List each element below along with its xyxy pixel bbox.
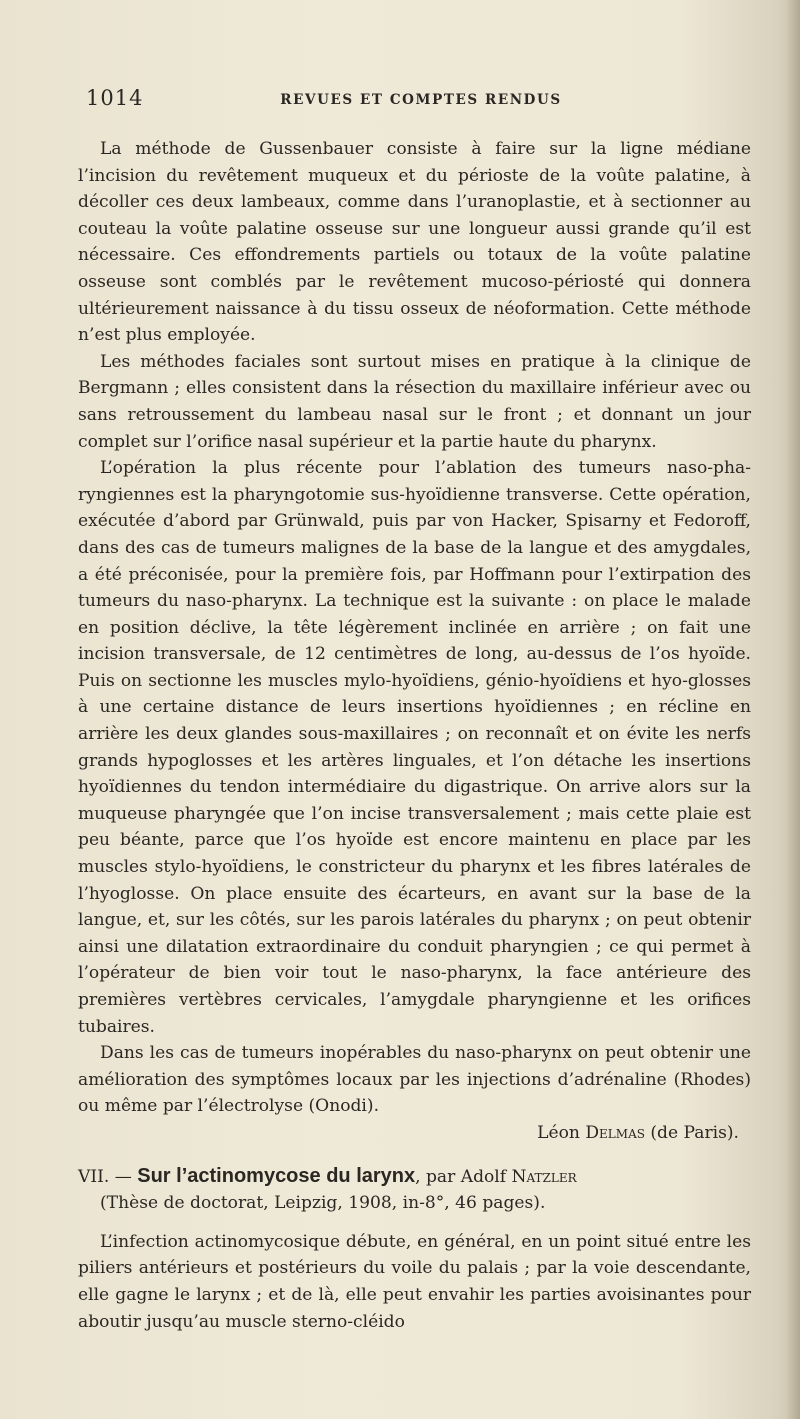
page-edge-shadow: [786, 0, 800, 1419]
running-head: REVUES ET COMPTES RENDUS: [280, 92, 562, 108]
page-number: 1014: [86, 86, 144, 110]
section-by: , par Adolf: [415, 1166, 512, 1187]
signature-place: (de Paris).: [644, 1122, 739, 1143]
signature-surname: Delmas: [585, 1122, 645, 1143]
section-details: (Thèse de doctorat, Leipzig, 1908, in-8°, 46 pages).: [100, 1193, 546, 1214]
section-gap: [78, 1217, 751, 1229]
paragraph-inoperable: Dans les cas de tumeurs inopérables du naso-pharynx on peut obtenir une amélioration des symptômes locaux par les injections d’adrénaline (Rhodes) ou même par l’électrolyse (Onodi).: [78, 1043, 751, 1117]
signature-first-name: Léon: [537, 1122, 586, 1143]
review-signature: [78, 1120, 751, 1147]
paragraph-pharyngotomy: L’opération la plus récente pour l’ablation des tumeurs naso-pharyngiennes est la pharyngotomie sus-hyoïdienne transverse. Cette opération, exécutée d’abord par Grünwald, puis par von Hacker, Spisarny et Fedoroff, dans des cas de tumeurs malignes de la base de la langue et des amygdales, a été préconisée, pour la première fois, par Hoffmann pour l’extirpation des tumeurs du naso-pharynx. La technique est la suivante : on place le malade en position déclive, la tête légèrement inclinée en arrière ; on fait une incision transversale, de 12 centimètres de long, au-dessus de l’os hyoïde. Puis on sectionne les muscles mylo-hyoïdiens, génio-hyoïdiens et hyo-glosses à une certaine distance de leurs insertions hyoïdiennes ; en récline en arrière les deux glandes sous-maxillaires ; on reconnaît et on évite les nerfs grands hypoglosses et les artères linguales, et l’on détache les insertions hyoïdiennes du tendon intermédiaire du digastrique. On arrive alors sur la muqueuse pharyngée que l’on incise transversalement ; mais cette plaie est peu béante, parce que l’os hyoïde est encore maintenu en place par les muscles stylo-hyoïdiens, le constricteur du pharynx et les fibres latérales de l’hyoglosse. On place ensuite des écarteurs, en avant sur la base de la langue, et, sur les côtés, sur les parois latérales du pharynx ; on peut obtenir ainsi une dilatation extraordinaire du conduit pharyngien ; ce qui permet à l’opérateur de bien voir tout le naso-pharynx, la face antérieure des premières vertèbres cervicales, l’amygdale pharyngienne et les orifices tubaires.: [78, 458, 751, 1037]
section-title: Sur l’actinomycose du larynx: [137, 1164, 416, 1187]
paragraph-gussenbauer: La méthode de Gussenbauer consiste à faire sur la ligne médiane l’incision du revêtement muqueux et du périoste de la voûte palatine, à décoller ces deux lambeaux, comme dans l’uranoplastie, et à sectionner au couteau la voûte palatine osseuse sur une longueur aussi grande qu’il est nécessaire. Ces effondrements partiels ou totaux de la voûte palatine osseuse sont comblés par le revêtement mucoso-périosté qui donnera ultérieurement naissance à du tissu osseux de néoformation. Cette méthode n’est plus employée.: [78, 139, 751, 346]
page-header: [86, 86, 756, 116]
paragraph-actinomycosis: L’infection actinomycosique débute, en général, en un point situé entre les piliers antérieurs et postérieurs du voile du palais ; par la voie descendante, elle gagne le larynx ; et de là, elle peut envahir les parties avoisinantes pour aboutir jusqu’au muscle sterno-cléido: [78, 1231, 751, 1332]
article-body: [78, 136, 751, 1335]
section-author: Natzler: [511, 1166, 577, 1187]
section-number: VII. —: [78, 1166, 138, 1187]
paragraph-facial-methods: Les méthodes faciales sont surtout mises en pratique à la clinique de Bergmann ; elles consistent dans la résection du maxillaire inférieur avec ou sans retroussement du lambeau nasal sur le front ; et donnant un jour complet sur l’orifice nasal supérieur et la partie haute du pharynx.: [78, 351, 751, 452]
section-heading: [78, 1163, 751, 1217]
